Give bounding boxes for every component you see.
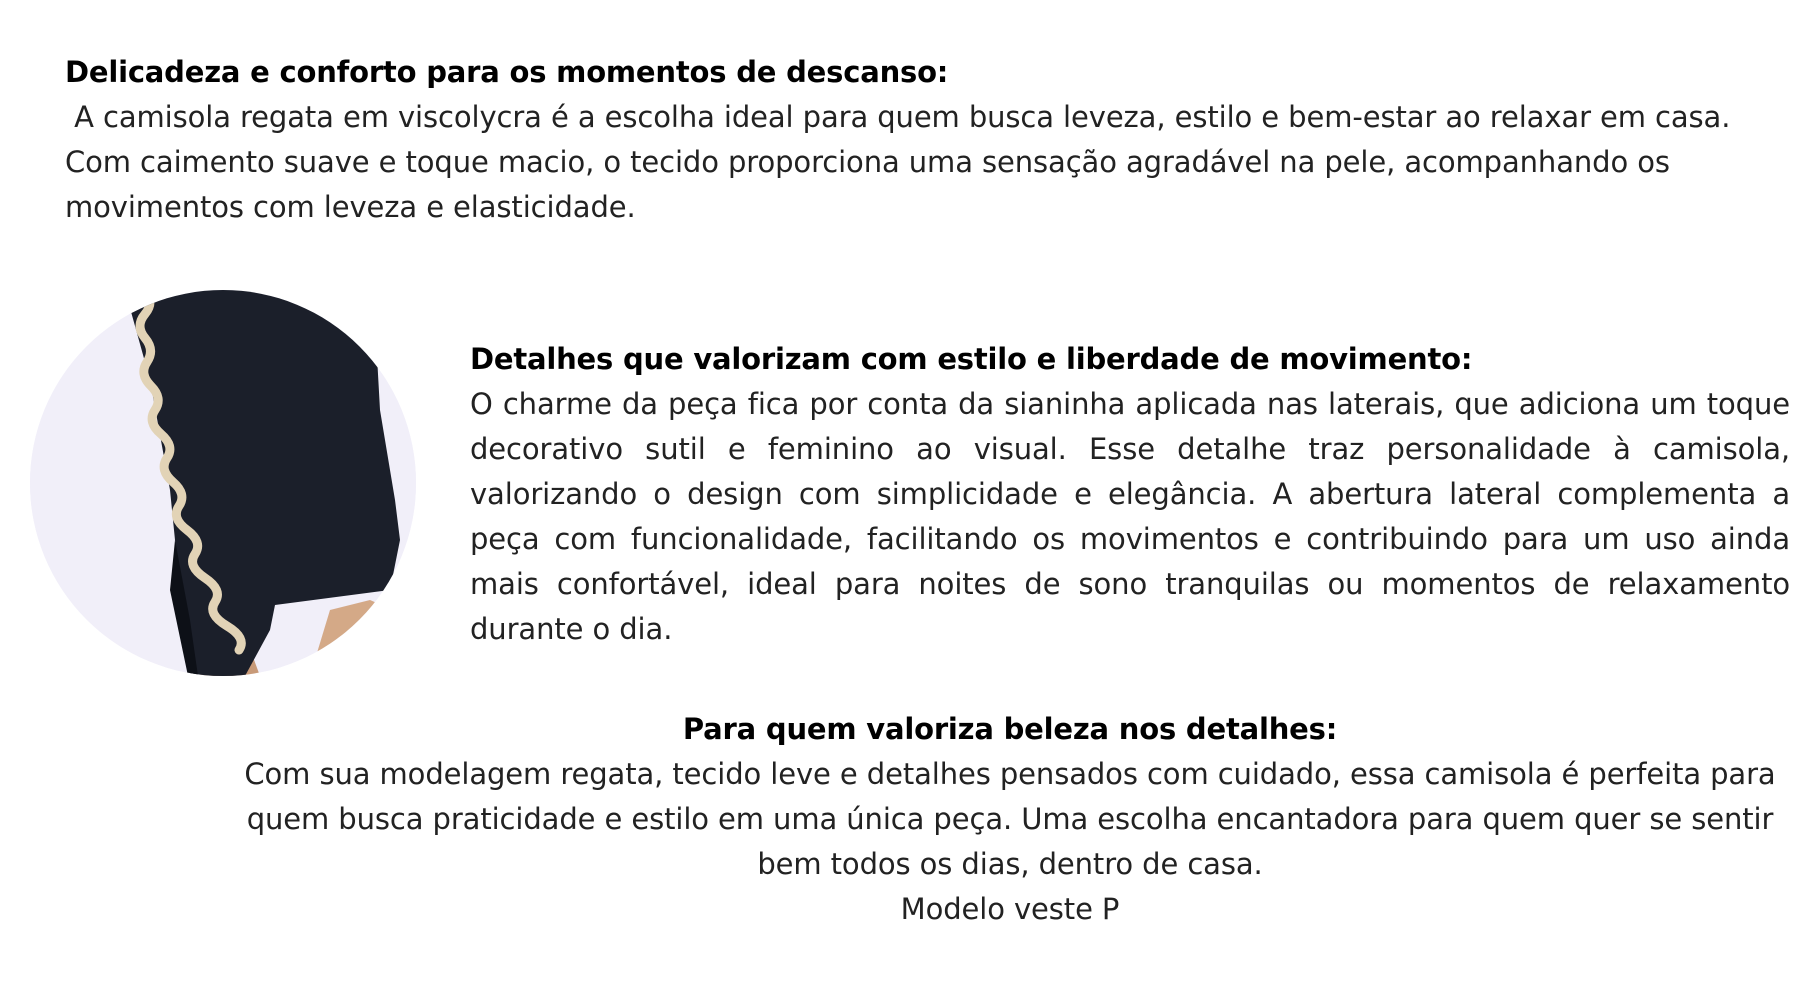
beauty-section: [220, 707, 1800, 932]
details-title: Detalhes que valorizam com estilo e liberdade de movimento:: [470, 342, 1473, 376]
product-detail-image: [30, 290, 416, 676]
beauty-body: Com sua modelagem regata, tecido leve e detalhes pensados com cuidado, essa camisola é perfeita para quem busca praticidade e estilo em uma única peça. Uma escolha encantadora para quem quer se sentir bem todos os dias, dentro de casa.: [244, 757, 1776, 881]
intro-title: Delicadeza e conforto para os momentos de descanso:: [65, 55, 949, 89]
details-body: O charme da peça fica por conta da sianinha aplicada nas laterais, que adiciona um toque decorativo sutil e feminino ao visual. Esse detalhe traz personalidade à camisola, valorizando o design com simplicidade e elegância. A abertura lateral complementa a peça com funcionalidade, facilitando os movimentos e contribuindo para um uso ainda mais confortável, ideal para noites de sono tranquilas ou momentos de relaxamento durante o dia.: [470, 387, 1790, 646]
intro-section: [65, 50, 1785, 230]
beauty-title: Para quem valoriza beleza nos detalhes:: [682, 712, 1338, 746]
details-section: [470, 337, 1790, 652]
intro-body: A camisola regata em viscolycra é a escolha ideal para quem busca leveza, estilo e bem-estar ao relaxar em casa. Com caimento suave e toque macio, o tecido proporciona uma sensação agradável na pele, acompanhando os movimentos com leveza e elasticidade.: [65, 100, 1740, 224]
model-size-note: Modelo veste P: [900, 892, 1120, 926]
camisola-detail-photo-icon: [30, 290, 416, 676]
